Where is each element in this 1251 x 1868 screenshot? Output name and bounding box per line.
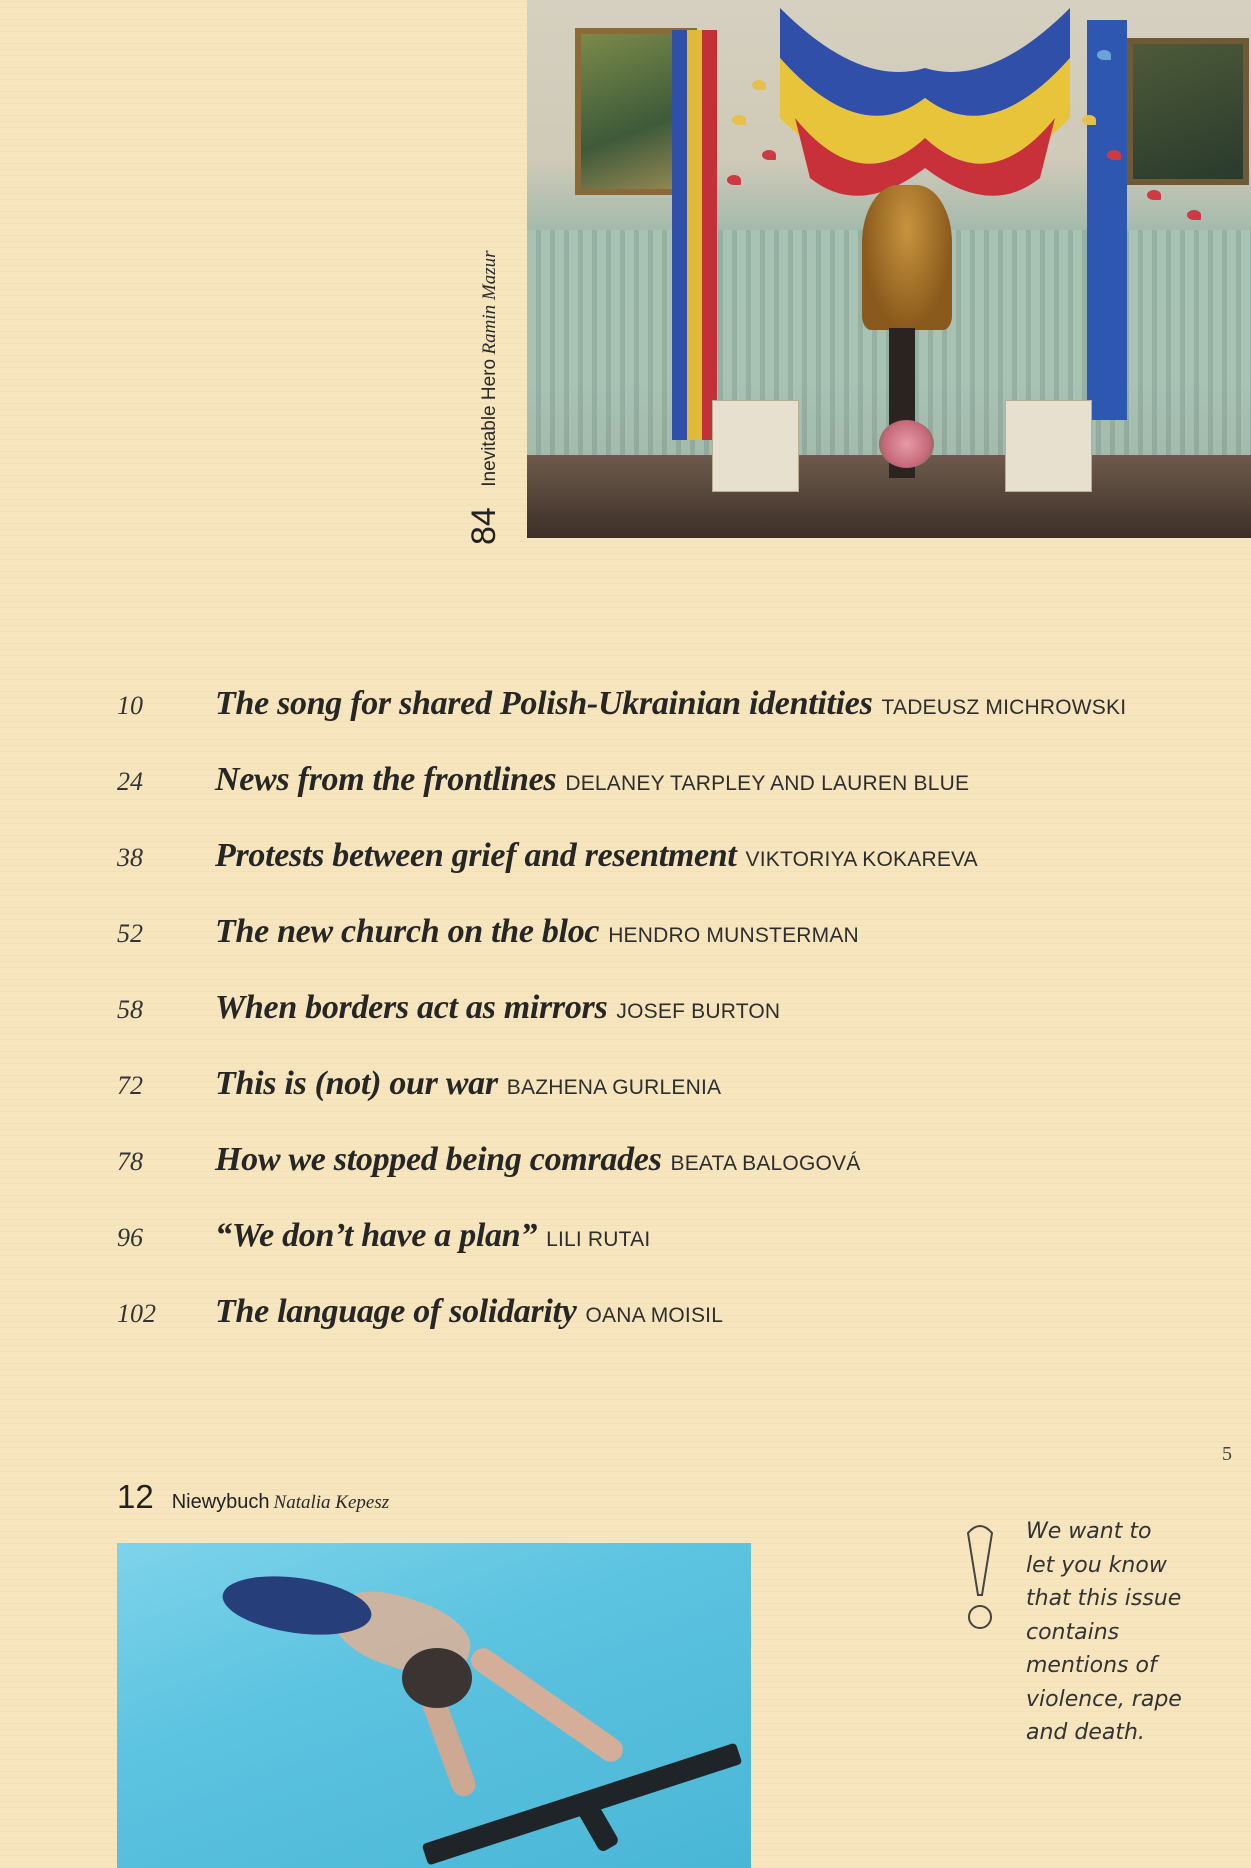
toc-entry[interactable] [117, 1217, 1217, 1293]
feature-page-number[interactable]: 12 [117, 1478, 154, 1515]
toc-author: HENDRO MUNSTERMAN [608, 924, 859, 947]
toc-author: TADEUSZ MICHROWSKI [881, 696, 1127, 719]
toc-author: OANA MOISIL [585, 1304, 724, 1327]
flag-stand [712, 400, 799, 492]
rifle [422, 1743, 743, 1866]
toc-author: DELANEY TARPLEY AND LAUREN BLUE [565, 772, 970, 795]
toc-page-number: 72 [117, 1071, 143, 1100]
toc-page-number: 24 [117, 767, 143, 796]
toc-entry[interactable] [117, 1293, 1217, 1369]
feature-photo-monument [527, 0, 1251, 538]
feature-credit: Ramin Mazur [479, 250, 500, 355]
toc-article-title[interactable]: This is (not) our war [215, 1065, 498, 1102]
flag-left [672, 30, 717, 440]
wall-painting [1127, 38, 1249, 185]
feature-title: Inevitable Hero [479, 358, 500, 487]
toc-author: LILI RUTAI [546, 1228, 651, 1251]
toc-article-title[interactable]: The song for shared Polish-Ukrainian identities [215, 685, 873, 722]
flag-right [1087, 20, 1127, 420]
toc-entry[interactable] [117, 989, 1217, 1065]
content-warning-text: We want to let you know that this issue contains mentions of violence, rape and death. [1026, 1519, 1182, 1745]
table-of-contents [117, 685, 1217, 1369]
toc-entry[interactable] [117, 837, 1217, 913]
flower-bouquet [879, 420, 934, 468]
swimmer-head [402, 1648, 472, 1708]
feature-caption-top [465, 250, 504, 545]
exclamation-icon [960, 1523, 1000, 1633]
toc-article-title[interactable]: The new church on the bloc [215, 913, 600, 950]
toc-article-title[interactable]: “We don’t have a plan” [215, 1217, 538, 1254]
feature-caption-bottom [117, 1478, 389, 1516]
swimmer-arm [466, 1644, 627, 1767]
toc-entry[interactable] [117, 1065, 1217, 1141]
toc-page-number: 78 [117, 1147, 143, 1176]
toc-author: BAZHENA GURLENIA [506, 1076, 722, 1099]
toc-page-number: 10 [117, 691, 143, 720]
toc-page-number: 52 [117, 919, 143, 948]
toc-page-number: 58 [117, 995, 143, 1024]
toc-article-title[interactable]: How we stopped being comrades [215, 1141, 662, 1178]
toc-entry[interactable] [117, 685, 1217, 761]
toc-author: BEATA BALOGOVÁ [670, 1152, 861, 1175]
toc-entry[interactable] [117, 1141, 1217, 1217]
page-folio: 5 [1222, 1443, 1232, 1465]
toc-page-number: 38 [117, 843, 143, 872]
feature-credit: Natalia Kepesz [273, 1492, 390, 1513]
toc-entry[interactable] [117, 761, 1217, 837]
toc-page-number: 102 [117, 1299, 156, 1328]
toc-entry[interactable] [117, 913, 1217, 989]
toc-page-number: 96 [117, 1223, 143, 1252]
toc-article-title[interactable]: When borders act as mirrors [215, 989, 608, 1026]
toc-article-title[interactable]: News from the frontlines [215, 761, 557, 798]
flag-stand [1005, 400, 1092, 492]
rifle-magazine [576, 1799, 620, 1853]
feature-page-number[interactable]: 84 [465, 507, 503, 545]
golden-bust [862, 185, 952, 330]
feature-photo-swimmer [117, 1543, 751, 1868]
flag-drape [780, 8, 1070, 208]
toc-article-title[interactable]: The language of solidarity [215, 1293, 577, 1330]
toc-author: VIKTORIYA KOKAREVA [745, 848, 978, 871]
toc-article-title[interactable]: Protests between grief and resentment [215, 837, 737, 874]
toc-author: JOSEF BURTON [616, 1000, 781, 1023]
feature-title: Niewybuch [171, 1491, 270, 1513]
